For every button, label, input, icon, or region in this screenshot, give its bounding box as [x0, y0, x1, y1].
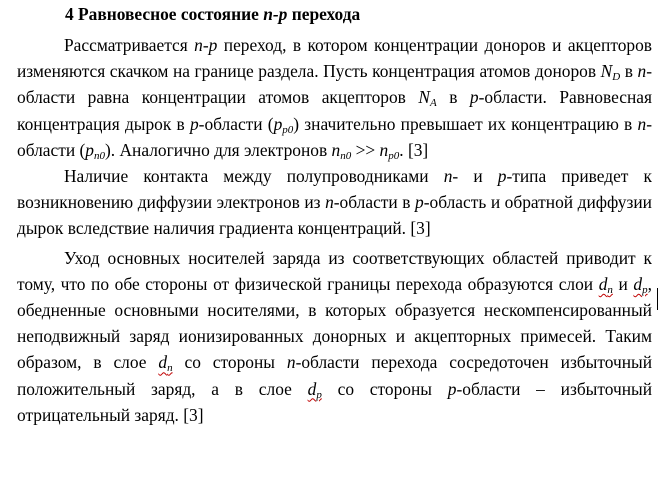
spellcheck-dn — [599, 274, 613, 294]
p3-symbol: d — [158, 352, 168, 373]
spellcheck-dp — [633, 274, 647, 294]
p3-text: -области – избыточный отрицательный заряд. [3] — [17, 378, 653, 425]
section-heading — [65, 2, 652, 27]
p1-np: n-p — [194, 35, 218, 55]
p1-symbol: p — [273, 113, 283, 134]
p1-symbol: n — [637, 61, 647, 82]
p1-subscript: p0 — [388, 149, 400, 162]
p1-text: переход, в котором концентрации доноров и акцепторов изменяются скачком на границе раздела. Пусть концентрация атомов доноров — [17, 35, 652, 82]
p2-text: -области в — [333, 192, 416, 213]
p3-subscript: n — [167, 362, 173, 375]
p1-text: в — [436, 87, 470, 108]
p1-text: -области ( — [17, 113, 652, 160]
p2-text: -типа приведет к возникновению диффузии электронов из — [17, 166, 652, 213]
p3-symbol: p — [447, 378, 457, 399]
p2-text: -область и обратной диффузии дырок вследствие наличия градиента концентраций. [3] — [17, 192, 652, 239]
p1-symbol: p — [189, 113, 199, 134]
p1-symbol: p — [85, 139, 94, 160]
p3-symbol: n — [286, 352, 296, 373]
p1-symbol: n — [637, 113, 647, 134]
p1-subscript: n0 — [93, 149, 105, 162]
p1-symbol: p — [469, 87, 479, 108]
p2-symbol: p — [497, 166, 507, 187]
heading-np: n-p — [263, 4, 288, 24]
p3-text: -области перехода сосредоточен избыточный положительный заряд, а в слое — [17, 352, 652, 399]
paragraph-2 — [17, 163, 652, 242]
p2-text: - и — [452, 166, 498, 187]
paragraph-3 — [17, 245, 652, 428]
p3-symbol: d — [633, 273, 643, 294]
text-cursor — [657, 288, 658, 310]
p1-text: -области. Равновесная концентрация дырок в — [17, 87, 652, 134]
p3-subscript: p — [642, 283, 648, 296]
heading-tail: перехода — [287, 4, 361, 24]
p1-text: Рассматривается — [64, 35, 195, 55]
p3-text: и — [612, 273, 634, 294]
p3-subscript: n — [607, 283, 613, 296]
p1-text: в — [620, 61, 638, 82]
p3-symbol: d — [307, 378, 317, 399]
p1-symbol: N — [600, 61, 613, 82]
p2-symbol: n — [443, 166, 453, 187]
p1-subscript: p0 — [282, 123, 294, 136]
p1-text: -области равна концентрации атомов акцепторов — [17, 61, 652, 108]
p3-text: , обедненные основными носителями, в которых образуется нескомпенсированный неподвижный заряд ионизированных донорных и акцепторных примесей. Таким образом, в слое — [17, 273, 652, 373]
p1-text: ). Аналогично для электронов — [104, 139, 332, 160]
p1-symbol: n — [379, 139, 389, 160]
document-page — [17, 2, 652, 428]
p3-symbol: d — [598, 273, 608, 294]
p2-symbol: p — [415, 192, 424, 213]
p2-symbol: n — [325, 192, 334, 213]
heading-number: 4 Равновесное состояние — [65, 4, 264, 24]
p1-symbol: N — [418, 87, 430, 108]
p3-subscript: p — [316, 388, 322, 401]
p1-subscript: A — [429, 97, 437, 110]
spellcheck-dp — [308, 379, 322, 399]
p1-citation: . [3] — [399, 139, 429, 160]
p1-symbol: n — [331, 139, 341, 160]
p3-text: со стороны — [321, 378, 448, 399]
spellcheck-dn — [158, 352, 173, 375]
p3-text: Уход основных носителей заряда из соответствующих областей приводит к тому, что по обе стороны от физической границы перехода образуются слои — [17, 247, 652, 294]
paragraph-1 — [17, 32, 652, 163]
p3-text: со стороны — [172, 352, 287, 373]
p2-text: Наличие контакта между полупроводниками — [64, 166, 444, 187]
p1-subscript: D — [612, 71, 621, 84]
p1-text: ) значительно превышает их концентрацию в — [293, 113, 638, 134]
p1-text: >> — [351, 139, 380, 160]
p1-text: -области ( — [198, 113, 274, 134]
p1-subscript: n0 — [340, 149, 352, 162]
